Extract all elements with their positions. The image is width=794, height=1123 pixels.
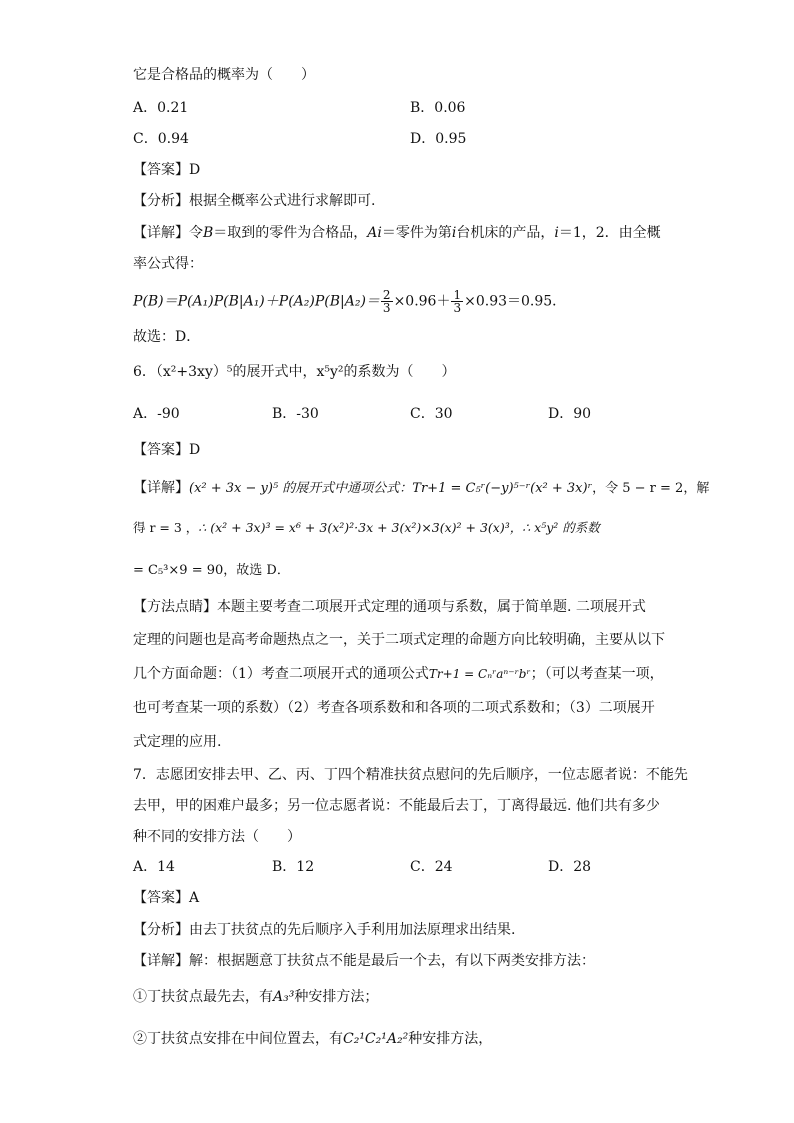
q6-detail-line1: 【详解】(x² + 3x − y)⁵ 的展开式中通项公式：Tr+1 = C₅ʳ(−y)⁵⁻ʳ(x² + 3x)ʳ，令 5 − r = 2，解 — [133, 480, 710, 496]
tips-line4: 也可考查某一项的系数）（2）考查各项系数和和各项的二项式系数和；（3）二项展开 — [133, 700, 655, 716]
q7-analysis: 【分析】由去丁扶贫点的先后顺序入手利用加法原理求出结果. — [133, 922, 516, 938]
q7-stem-line1: 7．志愿团安排去甲、乙、丙、丁四个精准扶贫点慰问的先后顺序，一位志愿者说：不能先 — [133, 767, 688, 783]
q6-stem: 6．（x²+3xy）⁵的展开式中，x⁵y²的系数为（ ） — [133, 364, 456, 380]
q6-option-d: D．90 — [548, 406, 592, 422]
q7-case1: ①丁扶贫点最先去，有A₃³种安排方法； — [133, 989, 379, 1005]
tips-line3: 几个方面命题：（1）考查二项展开式的通项公式Tr+1 = Cₙʳaⁿ⁻ʳbʳ；（可以考查某一项， — [133, 666, 664, 682]
q7-detail: 【详解】解：根据题意丁扶贫点不能是最后一个去，有以下两类安排方法： — [133, 953, 595, 969]
q6-detail-line3: = C₅³×9 = 90，故选 D． — [133, 563, 290, 578]
fraction-1-3: $\frac{1}{3}$ — [453, 288, 462, 315]
q5-formula: P(B)＝P(A₁)P(B|A₁)＋P(A₂)P(B|A₂)＝ $\frac{2}{3}$ ×0.96＋ $\frac{1}{3}$ ×0.93＝0.95． — [133, 288, 567, 315]
q6-option-a: A．-90 — [133, 406, 180, 422]
q7-option-b: B．12 — [272, 859, 315, 875]
fraction-2-3: $\frac{2}{3}$ — [382, 288, 391, 315]
q7-answer: 【答案】A — [133, 890, 200, 906]
q5-option-d: D．0.95 — [410, 131, 467, 147]
tips-line1: 【方法点睛】本题主要考查二项展开式定理的通项与系数，属于简单题. 二项展开式 — [133, 599, 646, 615]
q5-answer: 【答案】D — [133, 162, 201, 178]
tips-line2: 定理的问题也是高考命题热点之一，关于二项式定理的命题方向比较明确，主要从以下 — [133, 632, 665, 648]
q7-case2: ②丁扶贫点安排在中间位置去，有C₂¹C₂¹A₂²种安排方法， — [133, 1031, 493, 1047]
q7-stem-line3: 种不同的安排方法（ ） — [133, 829, 301, 845]
q5-analysis: 【分析】根据全概率公式进行求解即可. — [133, 193, 376, 209]
tips-line5: 式定理的应用. — [133, 734, 222, 750]
q5-option-a: A．0.21 — [133, 100, 189, 116]
q7-option-a: A．14 — [133, 859, 175, 875]
q5-stem-tail: 它是合格品的概率为（ ） — [133, 67, 315, 83]
q5-detail-line1: 【详解】令B＝取到的零件为合格品，Ai＝零件为第i台机床的产品，i＝1，2．由全概 — [133, 225, 661, 241]
q5-option-c: C．0.94 — [133, 131, 189, 147]
q6-detail-line2: 得 r = 3 ，∴ (x² + 3x)³ = x⁶ + 3(x²)²·3x + 3(x²)×3(x)² + 3(x)³，∴ x⁵y² 的系数 — [133, 520, 600, 535]
q7-stem-line2: 去甲，甲的困难户最多；另一位志愿者说：不能最后去丁，丁离得最远. 他们共有多少 — [133, 798, 660, 814]
q6-option-b: B．-30 — [272, 406, 319, 422]
q5-option-b: B．0.06 — [410, 100, 466, 116]
q7-option-c: C．24 — [410, 859, 453, 875]
q7-option-d: D．28 — [548, 859, 592, 875]
q6-option-c: C．30 — [410, 406, 453, 422]
q6-answer: 【答案】D — [133, 442, 201, 458]
q5-conclusion: 故选：D． — [133, 329, 201, 345]
q5-detail-line2: 率公式得： — [133, 256, 203, 272]
